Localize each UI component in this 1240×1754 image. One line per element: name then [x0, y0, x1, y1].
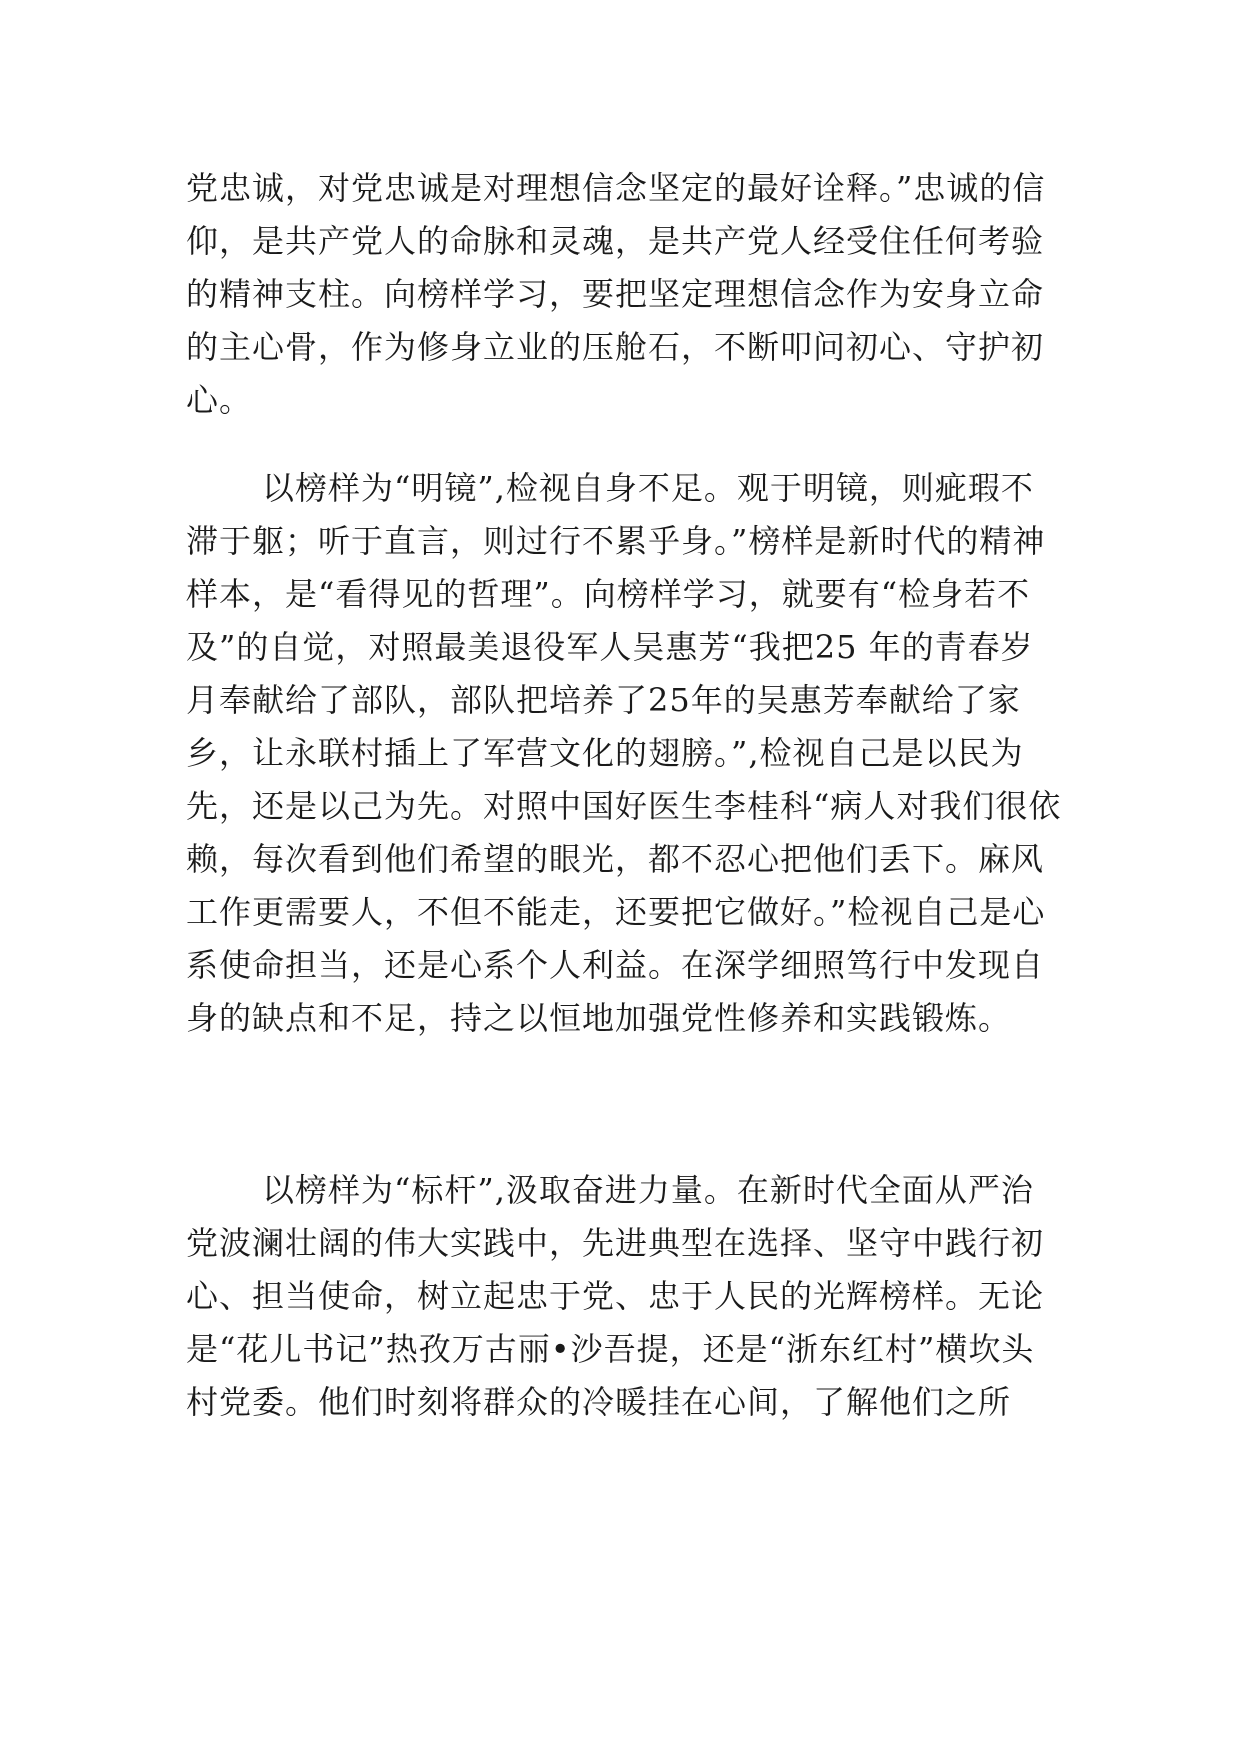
paragraph-2: 以榜样为“明镜”,检视自身不足。观于明镜，则疵瑕不滞于躯；听于直言，则过行不累乎身。”榜样是新时代的精神样本，是“看得见的哲理”。向榜样学习，就要有“检身若不及”的自觉，对照最美退役军人吴惠芳“我把25 年的青春岁月奉献给了部队，部队把培养了25年的吴惠芳奉献给了家乡，让永联村插上了军营文化的翅膀。”,检视自己是以民为先，还是以己为先。对照中国好医生李桂科“病人对我们很依赖，每次看到他们希望的眼光，都不忍心把他们丢下。麻风工作更需要人，不但不能走，还要把它做好。”检视自己是心系使命担当，还是心系个人利益。在深学细照笃行中发现自身的缺点和不足，持之以恒地加强党性修养和实践锻炼。	[186, 469, 1062, 1037]
paragraph-1: 党忠诚，对党忠诚是对理想信念坚定的最好诠释。”忠诚的信仰，是共产党人的命脉和灵魂，是共产党人经受住任何考验的精神支柱。向榜样学习，要把坚定理想信念作为安身立命的主心骨，作为修身立业的压舱石，不断叩问初心、守护初心。	[186, 169, 1046, 419]
paragraph-3: 以榜样为“标杆”,汲取奋进力量。在新时代全面从严治党波澜壮阔的伟大实践中，先进典型在选择、坚守中践行初心、担当使命，树立起忠于党、忠于人民的光辉榜样。无论是“花儿书记”热孜万古丽•沙吾提，还是“浙东红村”横坎头村党委。他们时刻将群众的冷暖挂在心间，了解他们之所	[186, 1171, 1045, 1421]
